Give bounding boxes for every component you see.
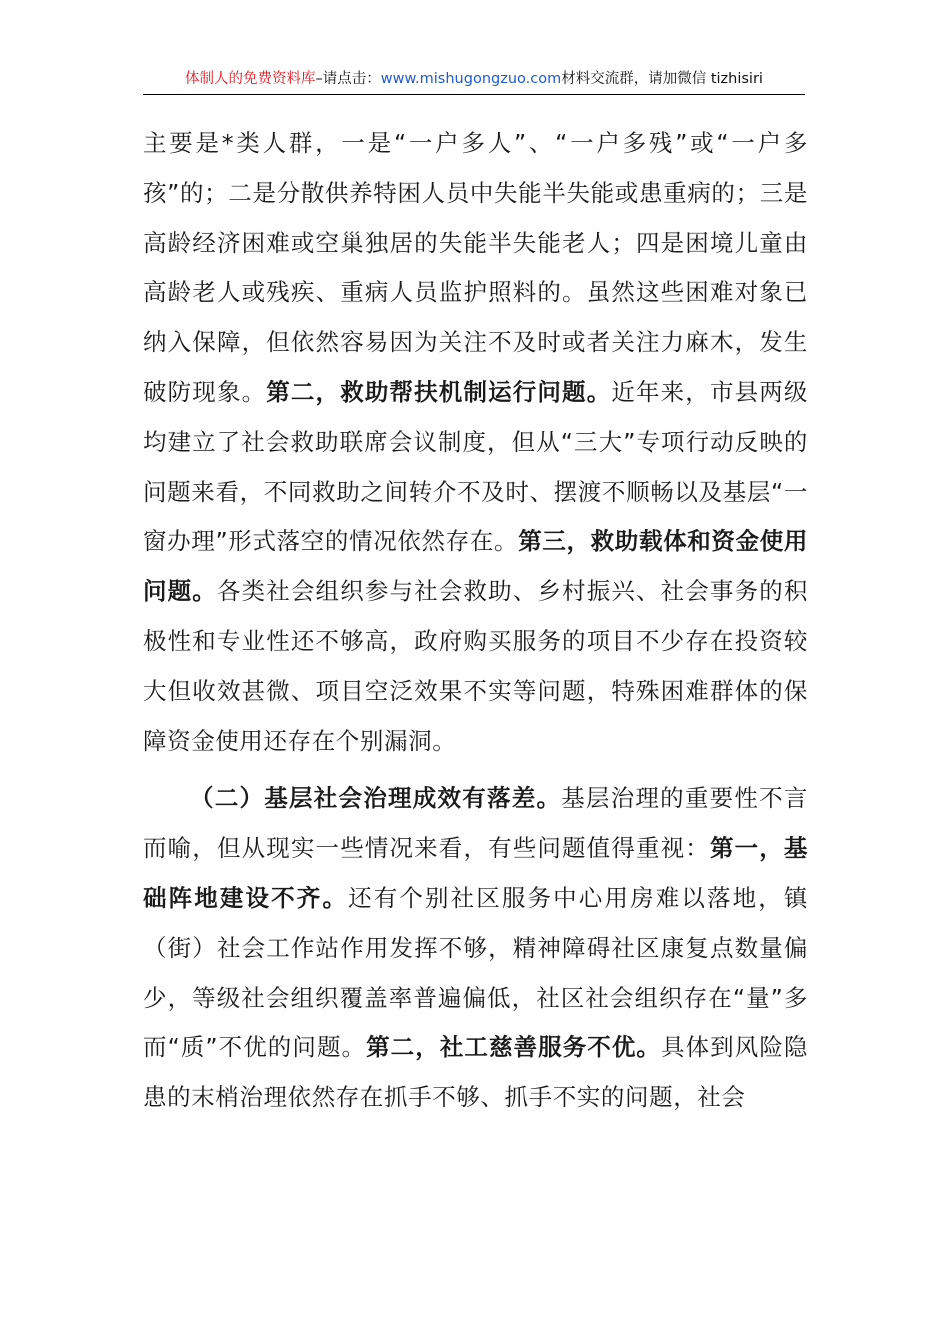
text-segment: 还有个别社区服务中心用房难以落地，镇（街）社会工作站作用发挥不够，精神障碍社区康复点数量偏少，等级社会组织覆盖率普遍偏低，社区社会组织存在“量”多而“质”不优的问题。	[143, 883, 808, 1062]
text-segment: 主要是*类人群，一是“一户多人”、“一户多残”或“一户多孩”的；二是分散供养特困人员中失能半失能或患重病的；三是高龄经济困难或空巢独居的失能半失能老人；四是困境儿童由高龄老人或残疾、重病人员监护照料的。虽然这些困难对象已纳入保障，但依然容易因为关注不及时或者关注力麻木，发生破防现象。	[143, 129, 808, 406]
bold-heading-segment: 第二，社工慈善服务不优。	[366, 1033, 662, 1062]
header-prompt: –请点击：	[315, 71, 381, 87]
page-header	[143, 68, 805, 95]
bold-heading-segment: 第一，基础阵地建设不齐。	[143, 834, 808, 912]
text-segment: 各类社会组织参与社会救助、乡村振兴、社会事务的积极性和专业性还不够高，政府购买服务的项目不少存在投资较大但收效甚微、项目空泛效果不实等问题，特殊困难群体的保障资金使用还存在个别漏洞。	[143, 577, 808, 755]
text-segment: 具体到风险隐患的末梢治理依然存在抓手不够、抓手不实的问题，社会	[143, 1033, 808, 1112]
section-heading: （二）基层社会治理成效有落差。	[190, 784, 562, 813]
paragraph-2	[143, 774, 808, 1123]
header-tail: 材料交流群，请加微信 tizhisiri	[561, 71, 763, 87]
header-site-name: 体制人的免费资料库	[185, 71, 316, 87]
bold-heading-segment: 第二，救助帮扶机制运行问题。	[266, 377, 612, 406]
document-body	[143, 119, 808, 1123]
text-segment: 近年来，市县两级均建立了社会救助联席会议制度，但从“三大”专项行动反映的问题来看，不同救助之间转介不及时、摆渡不顺畅以及基层“一窗办理”形式落空的情况依然存在。	[143, 377, 808, 556]
text-segment: 基层治理的重要性不言而喻，但从现实一些情况来看，有些问题值得重视：	[143, 784, 808, 863]
header-url-link[interactable]: www.mishugongzuo.com	[380, 71, 562, 87]
paragraph-1	[143, 119, 808, 766]
bold-heading-segment: 第三，救助载体和资金使用问题。	[143, 527, 809, 606]
